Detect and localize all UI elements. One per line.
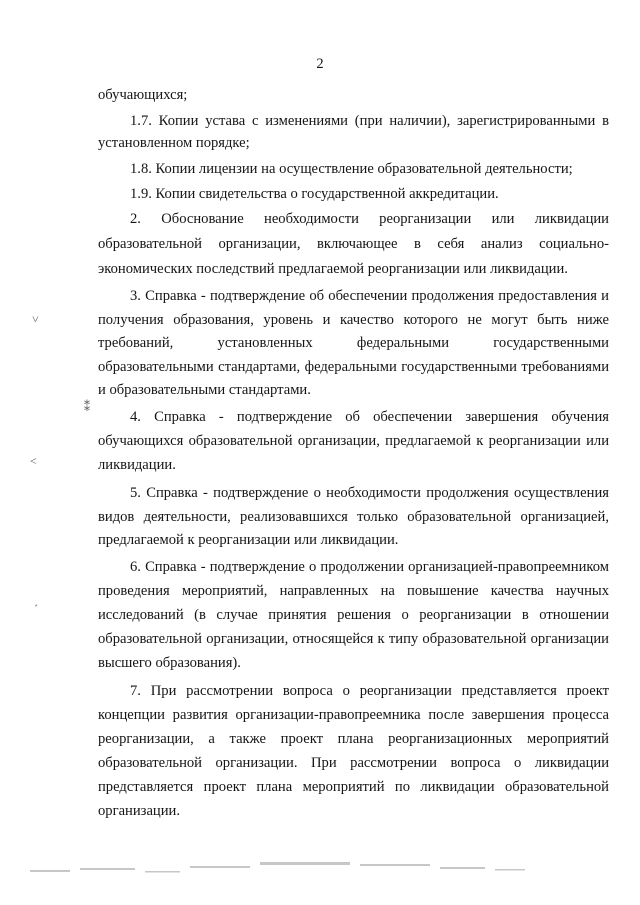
text-line: реорганизации, а также проект плана реорганизационных мероприятий bbox=[98, 731, 609, 747]
text-line: обучающихся; bbox=[98, 87, 188, 103]
text-line: 1.9. Копии свидетельства о государственной аккредитации. bbox=[130, 186, 499, 202]
text-line: получения образования, уровень и качество которого не могут быть ниже bbox=[98, 312, 609, 328]
text-line: высшего образования). bbox=[98, 655, 241, 671]
text-line: 4. Справка - подтверждение об обеспечении завершения обучения bbox=[130, 409, 609, 425]
text-line: организации. bbox=[98, 803, 180, 819]
text-line: проведения мероприятий, направленных на повышение качества научных bbox=[98, 583, 609, 599]
text-line: образовательной организации, относящейся к типу образовательной организации bbox=[98, 631, 609, 647]
text-line: предлагаемой к реорганизации или ликвидации. bbox=[98, 532, 399, 548]
page-number: 2 bbox=[316, 56, 324, 72]
text-line: концепции развития организации-правопреемника после завершения процесса bbox=[98, 707, 609, 723]
text-line: 1.7. Копии устава с изменениями (при наличии), зарегистрированными в bbox=[130, 113, 609, 129]
text-line: обучающихся образовательной организации, предлагаемой к реорганизации или bbox=[98, 433, 609, 449]
text-line: образовательными стандартами, федеральными государственными требованиями bbox=[98, 359, 609, 375]
text-line: представляется проект плана мероприятий по ликвидации образовательной bbox=[98, 779, 609, 795]
text-line: видов деятельности, реализовавшихся только образовательной организацией, bbox=[98, 509, 609, 525]
text-line: требований, установленных федеральными государственными bbox=[98, 335, 609, 351]
text-line: образовательной организации. При рассмотрении вопроса о ликвидации bbox=[98, 755, 609, 771]
text-line: и образовательными стандартами. bbox=[98, 382, 311, 398]
text-line: 1.8. Копии лицензии на осуществление образовательной деятельности; bbox=[130, 161, 573, 177]
text-line: ликвидации. bbox=[98, 457, 176, 473]
scan-mark: ˊ bbox=[34, 602, 38, 616]
text-line: 6. Справка - подтверждение о продолжении организацией-правопреемником bbox=[130, 559, 609, 575]
text-line: установленном порядке; bbox=[98, 135, 250, 151]
text-line: образовательной организации, включающее в себя анализ социально- bbox=[98, 236, 609, 252]
text-line: 3. Справка - подтверждение об обеспечении продолжения предоставления и bbox=[130, 288, 609, 304]
text-line: 7. При рассмотрении вопроса о реорганизации представляется проект bbox=[130, 683, 609, 699]
scan-noise bbox=[20, 848, 620, 888]
text-line: исследований (в случае принятия решения о реорганизации в отношении bbox=[98, 607, 609, 623]
text-line: экономических последствий предлагаемой реорганизации или ликвидации. bbox=[98, 261, 568, 277]
text-line: 2. Обоснование необходимости реорганизации или ликвидации bbox=[130, 211, 609, 227]
scan-mark: ˅ bbox=[32, 312, 39, 326]
scan-mark: ˂ bbox=[30, 454, 37, 468]
scan-mark: ⁑ bbox=[84, 400, 90, 414]
text-line: 5. Справка - подтверждение о необходимости продолжения осуществления bbox=[130, 485, 609, 501]
